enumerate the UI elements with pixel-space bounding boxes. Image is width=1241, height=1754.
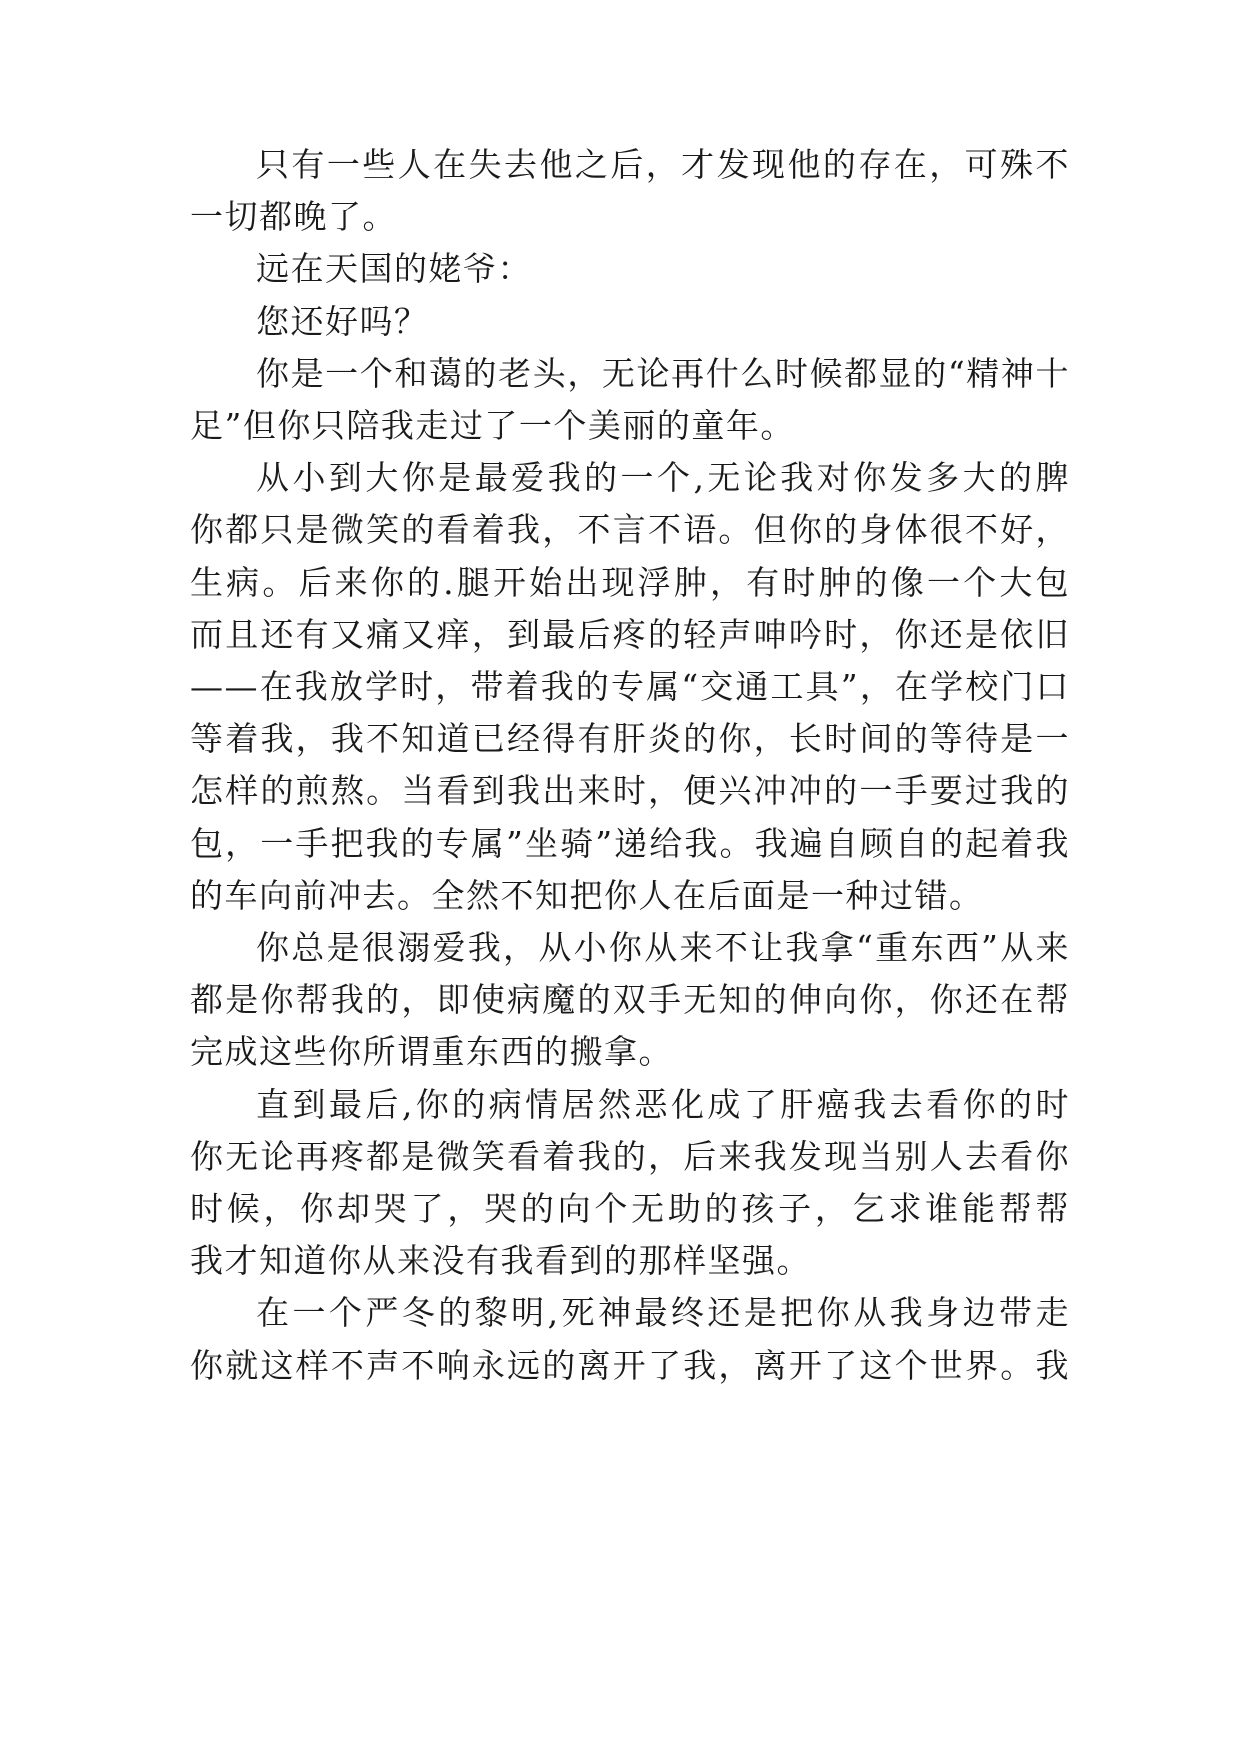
text-line: 只有一些人在失去他之后，才发现他的存在，可殊不: [256, 145, 1070, 184]
text-line: ——在我放学时，带着我的专属“交通工具”，在学校门口: [190, 667, 1070, 706]
text-line: 你都只是微笑的看着我，不言不语。但你的身体很不好，: [190, 510, 1070, 550]
text-line: 时候，你却哭了，哭的向个无助的孩子，乞求谁能帮帮: [190, 1189, 1070, 1228]
text-line: 生病。后来你的.腿开始出现浮肿，有时肿的像一个大包: [190, 562, 1070, 602]
text-line: 的车向前冲去。全然不知把你人在后面是一种过错。: [190, 875, 984, 915]
text-line: 我才知道你从来没有我看到的那样坚强。: [190, 1241, 811, 1281]
text-line: 直到最后,你的病情居然恶化成了肝癌我去看你的时: [256, 1084, 1070, 1124]
text-line: 足”但你只陪我走过了一个美丽的童年。: [190, 406, 795, 445]
text-line: 你无论再疼都是微笑看着我的，后来我发现当别人去看你: [190, 1136, 1070, 1176]
text-line: 都是你帮我的，即使病魔的双手无知的伸向你，你还在帮: [190, 980, 1070, 1020]
text-line: 从小到大你是最爱我的一个,无论我对你发多大的脾: [256, 458, 1070, 498]
text-line: 一切都晚了。: [190, 197, 397, 237]
text-line: 等着我，我不知道已经得有肝炎的你，长时间的等待是一: [190, 719, 1070, 759]
text-line: 在一个严冬的黎明,死神最终还是把你从我身边带走: [256, 1293, 1070, 1333]
text-line: 你是一个和蔼的老头，无论再什么时候都显的“精神十: [256, 353, 1070, 393]
text-line: 完成这些你所谓重东西的搬拿。: [190, 1032, 673, 1072]
text-line: 你就这样不声不响永远的离开了我，离开了这个世界。我: [190, 1345, 1070, 1385]
text-line: 怎样的煎熬。当看到我出来时，便兴冲冲的一手要过我的: [190, 771, 1070, 811]
text-line: 您还好吗？: [256, 301, 429, 341]
text-line: 包，一手把我的专属”坐骑”递给我。我遍自顾自的起着我: [190, 823, 1070, 863]
text-line: 你总是很溺爱我，从小你从来不让我拿“重东西”从来: [256, 928, 1070, 967]
text-line: 而且还有又痛又痒，到最后疼的轻声呻吟时，你还是依旧: [190, 614, 1070, 654]
text-line: 远在天国的姥爷：: [256, 249, 532, 289]
